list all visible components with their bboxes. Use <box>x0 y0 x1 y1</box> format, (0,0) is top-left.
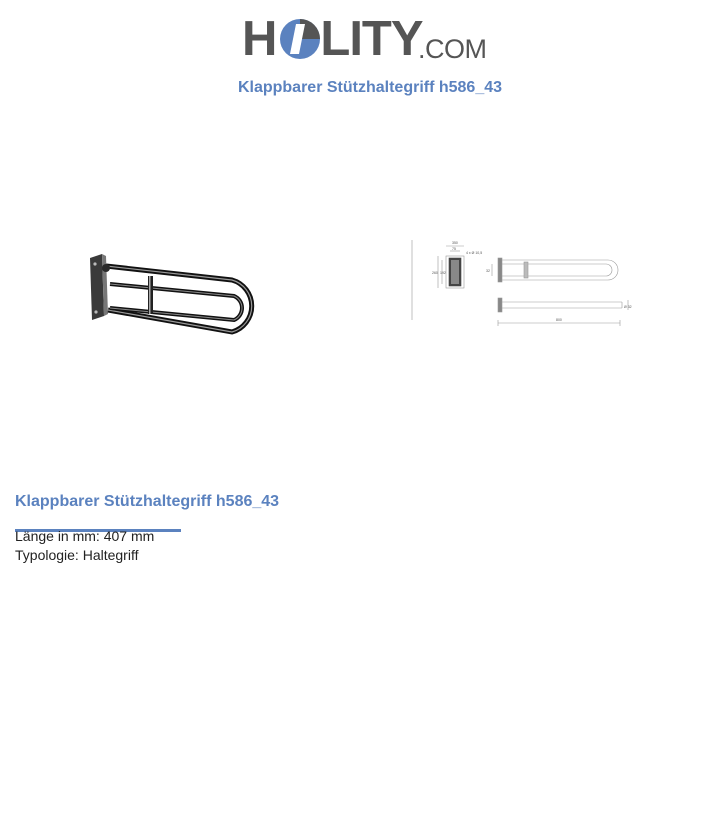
logo-dotcom: .COM <box>418 34 487 64</box>
section-title: Klappbarer Stützhaltegriff h586_43 <box>15 493 280 510</box>
logo-wordmark: H LITY <box>242 12 423 66</box>
spec-length: Länge in mm: 407 mm <box>15 528 155 544</box>
dim-height: 260 <box>432 271 438 275</box>
page-title: Klappbarer Stützhaltegriff h586_43 <box>237 79 503 96</box>
technical-drawing[interactable] <box>408 238 638 332</box>
product-photo[interactable] <box>84 250 268 340</box>
dim-length: 800 <box>556 318 562 322</box>
dim-height-inner: 192 <box>440 271 446 275</box>
dim-hole: 4 x Ø 10,5 <box>466 251 483 255</box>
logo-o-icon <box>279 18 321 60</box>
holity-logo[interactable] <box>242 10 487 68</box>
spec-typology: Typologie: Haltegriff <box>15 547 139 563</box>
dim-depth: Ø 32 <box>624 305 632 309</box>
dim-tube: 32 <box>486 269 490 273</box>
dim-width-top: 350 <box>452 241 458 245</box>
dim-width-inner: 75 <box>452 247 456 251</box>
